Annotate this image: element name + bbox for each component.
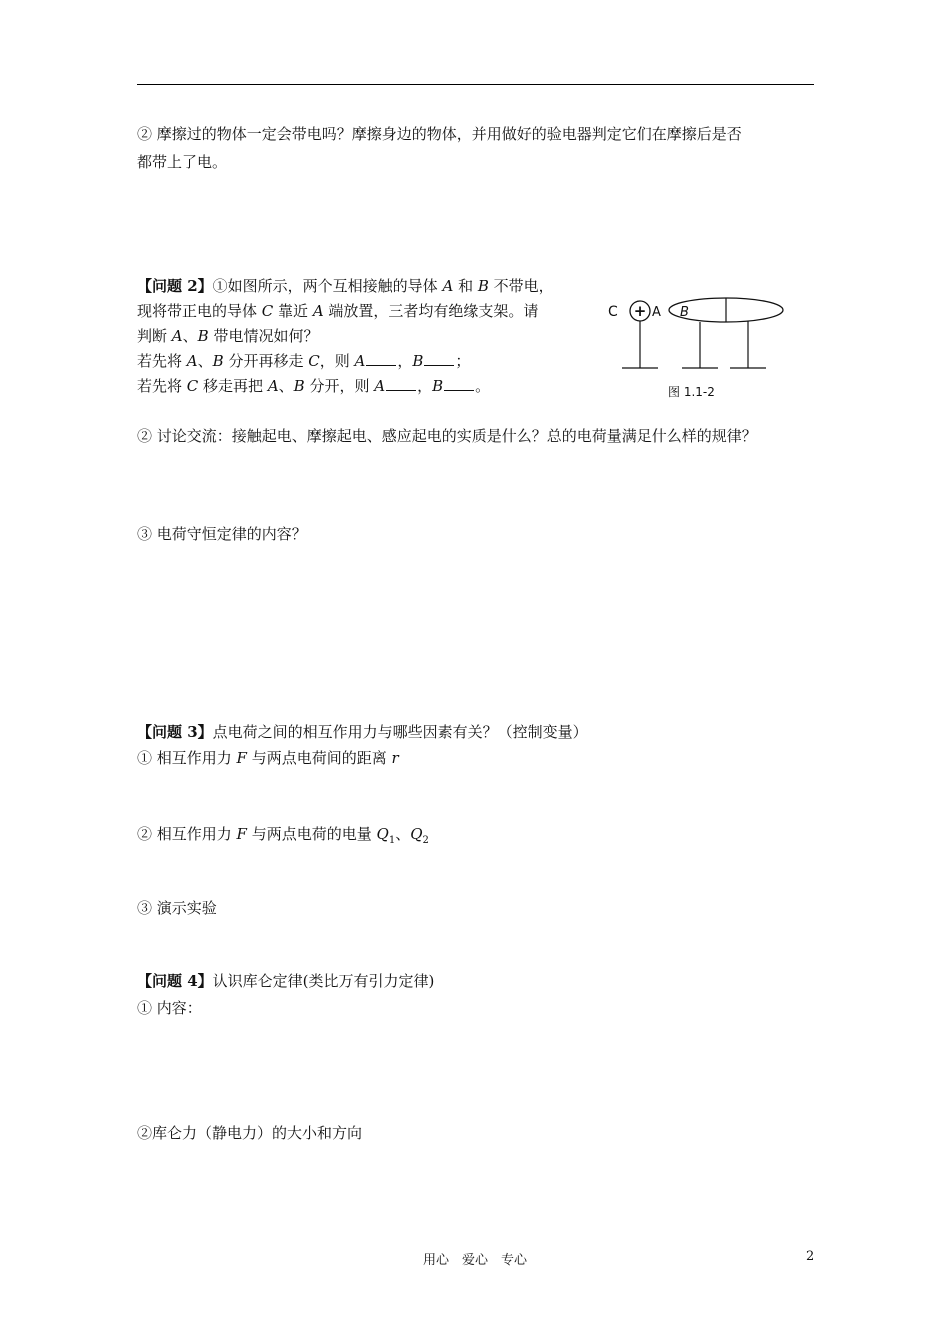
answer-blank[interactable]	[444, 376, 474, 391]
q3-part3: ③ 演示实验	[137, 899, 217, 917]
q2-line4: 若先将 A、B 分开再移走 C，则 A ，B ；	[137, 352, 471, 370]
q4-label: 【问题 4】	[137, 972, 213, 990]
q2-line3: 判断 A、B 带电情况如何？	[137, 327, 319, 345]
label-b: B	[680, 305, 689, 320]
q3-label: 【问题 3】	[137, 723, 213, 741]
q2-part3: ③ 电荷守恒定律的内容？	[137, 525, 307, 543]
q1-part2-line1: ② 摩擦过的物体一定会带电吗？摩擦身边的物体，并用做好的验电器判定它们在摩擦后是否	[137, 125, 742, 143]
label-c: C	[608, 304, 618, 320]
label-a: A	[652, 305, 661, 320]
plus-sign: +	[633, 302, 647, 320]
q1-part2-line2: 都带上了电。	[137, 153, 228, 171]
q2-part2: ② 讨论交流：接触起电、摩擦起电、感应起电的实质是什么？总的电荷量满足什么样的规律？	[137, 427, 757, 445]
figure-caption: 图 1.1-2	[668, 385, 715, 399]
page-footer: 用心 爱心 专心	[422, 1253, 527, 1268]
q3-title: 【问题 3】点电荷之间的相互作用力与哪些因素有关？（控制变量）	[137, 723, 588, 741]
q2-label: 【问题 2】	[137, 277, 213, 295]
page-number: 2	[806, 1249, 815, 1264]
q2-line2: 现将带正电的导体 C 靠近 A 端放置，三者均有绝缘支架。请	[137, 302, 539, 320]
answer-blank[interactable]	[424, 351, 454, 366]
q4-title: 【问题 4】认识库仑定律(类比万有引力定律)	[137, 972, 435, 990]
q4-part1: ① 内容：	[137, 999, 202, 1017]
q3-part2: ② 相互作用力 F 与两点电荷的电量 $Q_1$、$Q_2$	[137, 825, 429, 846]
q3-part1: ① 相互作用力 F 与两点电荷间的距离 r	[137, 749, 399, 767]
header-rule	[137, 84, 814, 85]
answer-blank[interactable]	[366, 351, 396, 366]
q2-line5: 若先将 C 移走再把 A、B 分开，则 A ，B 。	[137, 377, 491, 395]
q2-line1: 【问题 2】①如图所示，两个互相接触的导体 A 和 B 不带电，	[137, 277, 554, 295]
q4-part2: ②库仑力（静电力）的大小和方向	[137, 1124, 363, 1142]
answer-blank[interactable]	[386, 376, 416, 391]
